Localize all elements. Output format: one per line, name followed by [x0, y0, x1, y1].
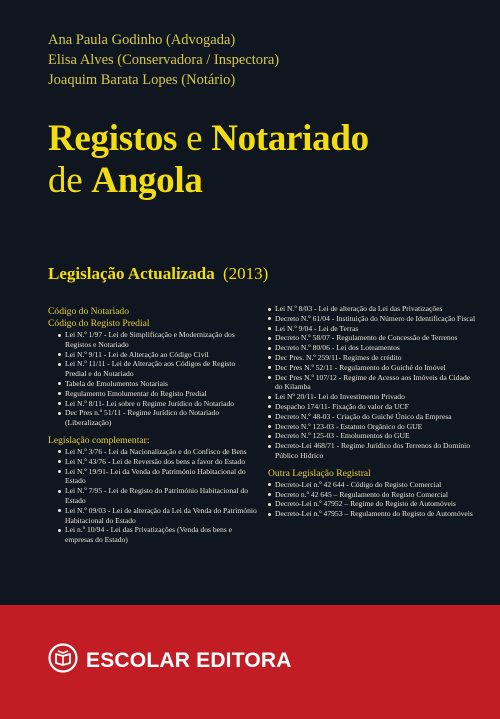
- book-title: [48, 118, 369, 202]
- list-item: Lei N.º 43/76 - Lei de Reversão dos bens a favor do Estado: [58, 457, 258, 467]
- list-item: Regulamento Emolumentar do Registo Predial: [58, 389, 258, 399]
- list-item: Decreto-Lei n.º 47953 – Regulamento do Registo de Automóveis: [268, 509, 478, 519]
- contents-left-column: [48, 306, 258, 545]
- list-item: Lei N.º 09/03 - Lei de alteração da Lei da Venda do Património Habitacional do Estado: [58, 506, 258, 526]
- list-item: Decreto N.º 61/04 - Instituição do Número de Identificação Fiscal: [268, 314, 478, 324]
- title-line-2: de Angola: [48, 160, 203, 201]
- list-item: Lei N.º 11/11 - Lei de Alteração aos Códigos de Registo Predial e do Notariado: [58, 359, 258, 379]
- list-item: Decreto n.º 42 645 – Regulamento do Registo Comercial: [268, 490, 478, 500]
- list-item: Dec Pres. N.º 259/11- Regimes de crédito: [268, 353, 478, 363]
- contents-list: [48, 447, 258, 545]
- list-item: Decreto N.º 48-03 - Criação do Guiché Único da Empresa: [268, 412, 478, 422]
- list-item: Lei N.º 8/03 - Lei de alteração da Lei das Privatizações: [268, 304, 478, 314]
- list-item: Lei N.º 1/97 - Lei de Simplificação e Modernização dos Registos e Notariado: [58, 330, 258, 350]
- list-item: Dec Pres n.º 51/11 - Regime Jurídico do Notariado (Liberalização): [58, 408, 258, 428]
- authors-block: [48, 30, 279, 90]
- list-item: Lei Nº 20/11- Lei do Investimento Privado: [268, 392, 478, 402]
- book-subtitle: Legislação Actualizada (2013): [48, 264, 269, 283]
- list-item: Decreto N.º 125-03 - Emolumentos do GUE: [268, 431, 478, 441]
- contents-right-column: [268, 306, 478, 519]
- list-item: Dec Pres N.º 52/11 - Regulamento do Guiché do Imóvel: [268, 363, 478, 373]
- author-line: Joaquim Barata Lopes (Notário): [48, 72, 236, 88]
- list-item: Decreto-Lei n.º 47952 – Regime do Registo de Automóveis: [268, 499, 478, 509]
- edition-year: (2013): [222, 264, 269, 283]
- list-item: Lei n.º 10/94 - Lei das Privatizações (Venda dos bens e empresas do Estado): [58, 525, 258, 545]
- list-item: Lei N.º 9/04 - Lei de Terras: [268, 324, 478, 334]
- author-line: Ana Paula Godinho (Advogada): [48, 32, 236, 48]
- list-item: Decreto N.º 123-03 - Estatuto Orgânico do GUE: [268, 422, 478, 432]
- title-line-1: Registos e Notariado: [48, 118, 369, 159]
- list-item: Lei N.º 3/76 - Lei da Nacionalização e do Confisco de Bens: [58, 447, 258, 457]
- publisher-name: ESCOLAR EDITORA: [86, 649, 292, 672]
- section-heading: Código do Registo Predial: [48, 318, 150, 329]
- publisher-logo-icon: [48, 643, 78, 673]
- list-item: Lei N.º 9/11 - Lei de Alteração ao Código Civil: [58, 350, 258, 360]
- list-item: Tabela de Emolumentos Notariais: [58, 379, 258, 389]
- list-item: Lei N.º 19/91- Lei da Venda do Património Habitacional do Estado: [58, 467, 258, 487]
- section-heading: Código do Notariado: [48, 306, 130, 317]
- section-heading: Legislação complementar:: [48, 434, 150, 446]
- contents-list: [268, 304, 478, 461]
- list-item: Decreto N.º 58/07 - Regulamento de Concessão de Terrenos: [268, 333, 478, 343]
- list-item: Dec Pres N.º 107/12 - Regime de Acesso aos Imóveis da Cidade do Kilamba: [268, 373, 478, 393]
- contents-list: [48, 330, 258, 428]
- list-item: Despacho 174/11- Fixação do valor da UCF: [268, 402, 478, 412]
- list-item: Decreto-Lei 468/71 - Regime Jurídico dos Terrenos do Domínio Público Hídrico: [268, 441, 478, 461]
- list-item: Decreto N.º 80/06 - Lei dos Loteamentos: [268, 343, 478, 353]
- author-line: Elisa Alves (Conservadora / Inspectora): [48, 52, 280, 68]
- list-item: Decreto-Lei n.º 42 644 - Código do Registo Comercial: [268, 480, 478, 490]
- section-heading: Outra Legislação Registral: [268, 467, 371, 479]
- list-item: Lei N.º 8/11- Lei sobre o Regime Jurídico do Notariado: [58, 399, 258, 409]
- list-item: Lei N.º 7/95 - Lei de Registo do Património Habitacional do Estado: [58, 486, 258, 506]
- contents-list: [268, 480, 478, 519]
